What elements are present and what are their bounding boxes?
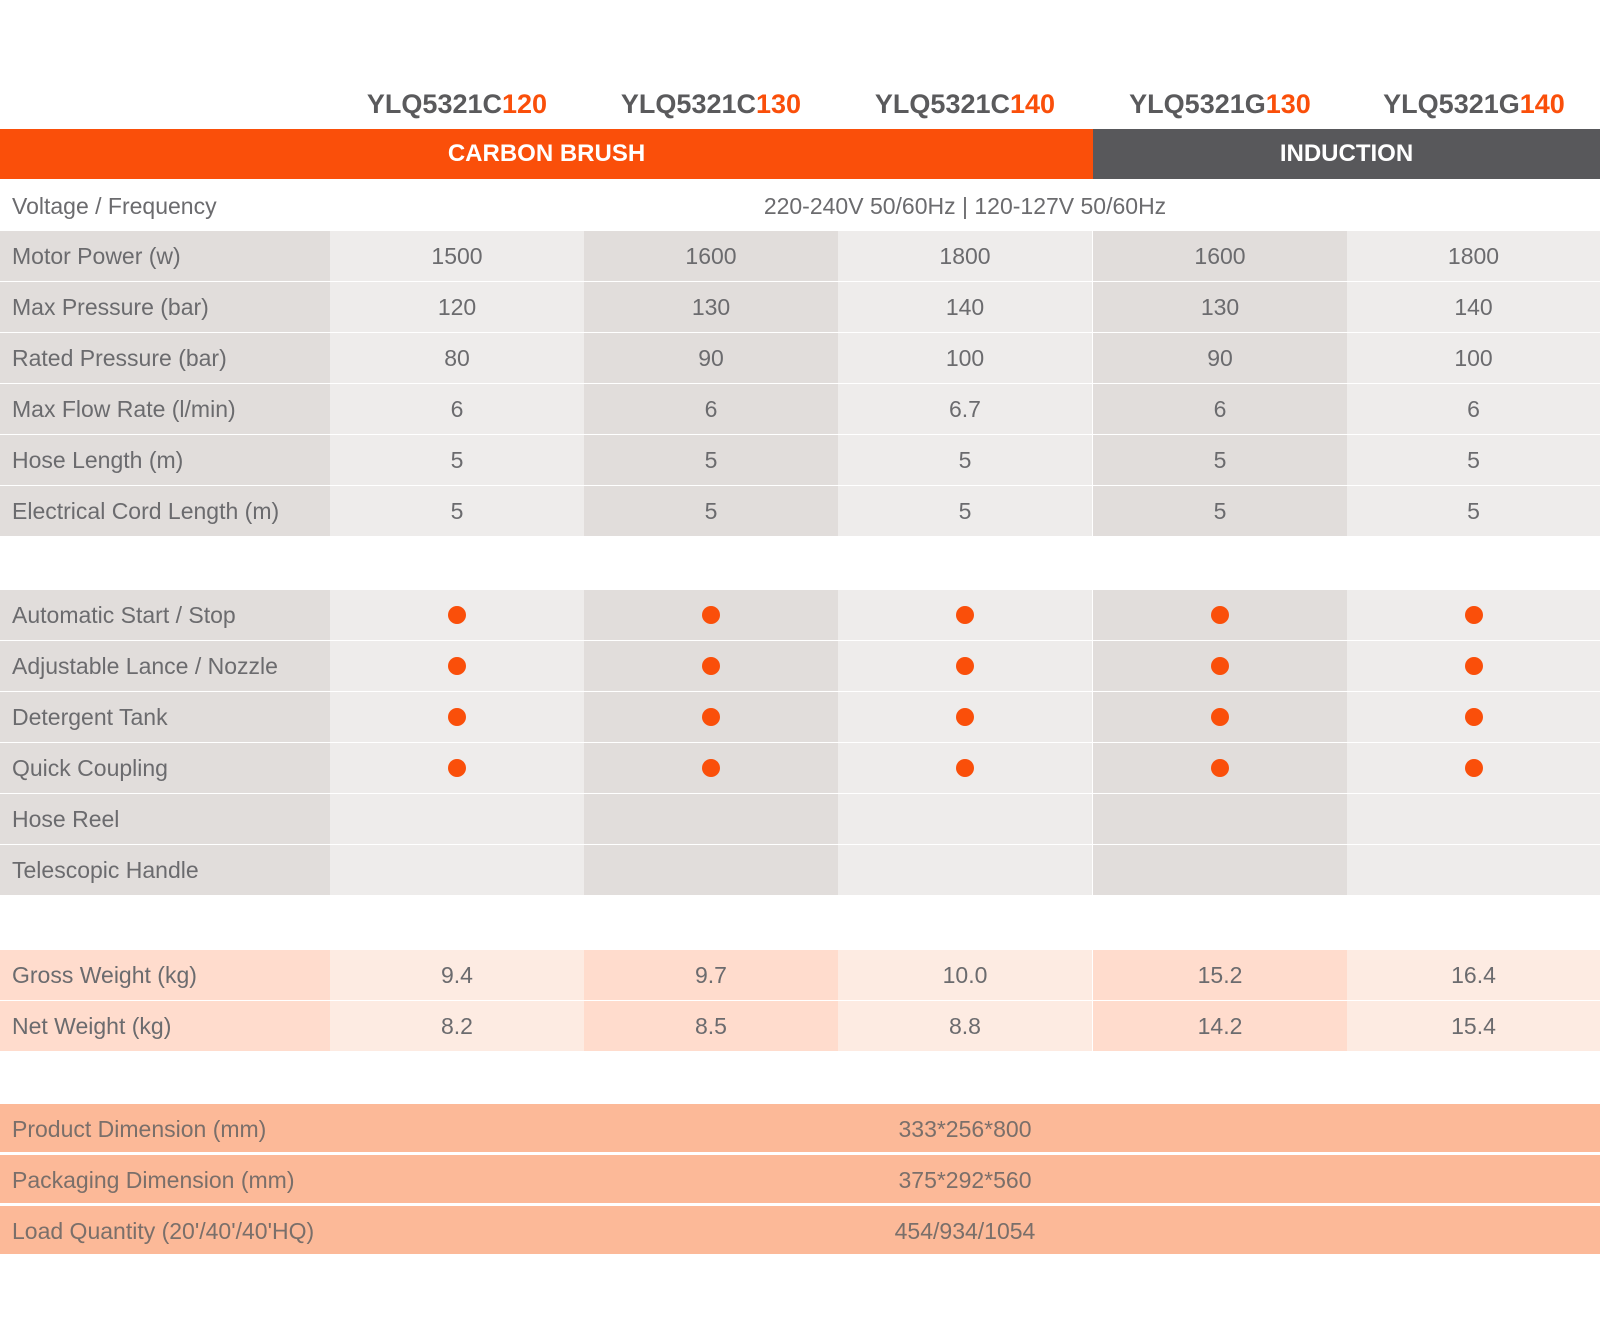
available-dot-icon [956,606,974,624]
feature-cell [1347,743,1600,793]
weight-cell: 15.4 [1347,1001,1600,1051]
feature-row [0,845,1600,897]
spec-cell: 5 [330,486,584,536]
spec-cell: 5 [330,435,584,485]
spec-cell: 90 [1093,333,1347,383]
available-dot-icon [448,708,466,726]
feature-cell [838,845,1092,895]
feature-cell [1093,845,1347,895]
feature-cell [838,743,1092,793]
feature-cell [330,641,584,691]
model-header-1: YLQ5321C120 [366,89,548,119]
spec-cell: 5 [1093,435,1347,485]
feature-cell [1347,794,1600,844]
voltage-value: 220-240V 50/60Hz | 120-127V 50/60Hz [763,193,1167,219]
spec-cell: 5 [584,486,838,536]
weight-cell: 10.0 [838,950,1092,1000]
available-dot-icon [448,657,466,675]
available-dot-icon [448,606,466,624]
spec-cell: 5 [838,486,1092,536]
weight-cell: 8.2 [330,1001,584,1051]
model-header-5: YLQ5321G140 [1383,89,1565,119]
feature-row [0,590,1600,642]
feature-cell [584,794,838,844]
row-label: Electrical Cord Length (m) [0,486,330,536]
row-label: Net Weight (kg) [0,1001,330,1051]
row-label: Product Dimension (mm) [12,1116,267,1142]
row-label: Detergent Tank [0,692,330,742]
available-dot-icon [1465,708,1483,726]
feature-cell [584,692,838,742]
dimension-row [0,1206,1600,1254]
row-label: Motor Power (w) [0,231,330,281]
weight-row [0,1001,1600,1051]
feature-cell [330,590,584,640]
available-dot-icon [956,657,974,675]
spec-cell: 1600 [584,231,838,281]
available-dot-icon [702,708,720,726]
available-dot-icon [956,708,974,726]
feature-cell [330,794,584,844]
spec-cell: 100 [838,333,1092,383]
spec-row [0,435,1600,487]
row-label: Packaging Dimension (mm) [12,1167,295,1193]
feature-cell [584,845,838,895]
spec-row [0,333,1600,385]
spec-cell: 6 [330,384,584,434]
spec-cell: 140 [838,282,1092,332]
feature-cell [330,845,584,895]
spec-cell: 1600 [1093,231,1347,281]
feature-cell [838,794,1092,844]
feature-cell [330,692,584,742]
weight-cell: 15.2 [1093,950,1347,1000]
weight-cell: 16.4 [1347,950,1600,1000]
weight-cell: 14.2 [1093,1001,1347,1051]
spec-cell: 5 [584,435,838,485]
feature-cell [584,641,838,691]
spec-row [0,486,1600,538]
model-header-3: YLQ5321C140 [874,89,1056,119]
voltage-row [0,181,1600,231]
feature-cell [1347,641,1600,691]
dimension-row [0,1104,1600,1152]
feature-cell [584,743,838,793]
feature-row [0,794,1600,846]
feature-cell [1093,794,1347,844]
spec-cell: 90 [584,333,838,383]
model-header-4: YLQ5321G130 [1129,89,1311,119]
spec-cell: 140 [1347,282,1600,332]
available-dot-icon [1465,606,1483,624]
dimension-value: 333*256*800 [898,1116,1032,1142]
available-dot-icon [1211,708,1229,726]
spec-cell: 5 [1093,486,1347,536]
available-dot-icon [1211,657,1229,675]
row-label: Quick Coupling [0,743,330,793]
available-dot-icon [702,606,720,624]
dimension-value: 454/934/1054 [894,1218,1036,1244]
feature-cell [1347,845,1600,895]
feature-cell [838,692,1092,742]
spec-cell: 6 [1093,384,1347,434]
available-dot-icon [702,657,720,675]
row-label: Automatic Start / Stop [0,590,330,640]
feature-row [0,692,1600,744]
spec-cell: 5 [1347,486,1600,536]
spec-cell: 130 [584,282,838,332]
feature-cell [1093,692,1347,742]
available-dot-icon [1465,657,1483,675]
row-label: Load Quantity (20'/40'/40'HQ) [12,1218,315,1244]
feature-cell [838,590,1092,640]
available-dot-icon [956,759,974,777]
spec-cell: 6 [584,384,838,434]
row-label: Hose Length (m) [0,435,330,485]
weight-cell: 9.7 [584,950,838,1000]
dimension-row [0,1155,1600,1203]
spec-cell: 5 [1347,435,1600,485]
available-dot-icon [1211,606,1229,624]
model-header-2: YLQ5321C130 [620,89,802,119]
spec-cell: 130 [1093,282,1347,332]
row-label: Adjustable Lance / Nozzle [0,641,330,691]
feature-cell [1347,692,1600,742]
spec-cell: 1800 [838,231,1092,281]
available-dot-icon [702,759,720,777]
dimension-value: 375*292*560 [898,1167,1032,1193]
available-dot-icon [448,759,466,777]
spec-cell: 1500 [330,231,584,281]
weight-cell: 8.5 [584,1001,838,1051]
feature-cell [1093,743,1347,793]
available-dot-icon [1211,759,1229,777]
weight-cell: 9.4 [330,950,584,1000]
feature-cell [330,743,584,793]
spec-cell: 100 [1347,333,1600,383]
spec-row [0,384,1600,436]
row-label: Hose Reel [0,794,330,844]
spec-row [0,231,1600,283]
spec-cell: 1800 [1347,231,1600,281]
feature-row [0,641,1600,693]
spec-cell: 120 [330,282,584,332]
row-label: Voltage / Frequency [12,193,217,219]
feature-cell [838,641,1092,691]
spec-row [0,282,1600,334]
row-label: Gross Weight (kg) [0,950,330,1000]
row-label: Max Flow Rate (l/min) [0,384,330,434]
carbon-brush-band: CARBON BRUSH [0,129,1093,179]
spec-cell: 6 [1347,384,1600,434]
weight-row [0,950,1600,1000]
row-label: Max Pressure (bar) [0,282,330,332]
available-dot-icon [1465,759,1483,777]
weight-cell: 8.8 [838,1001,1092,1051]
row-label: Rated Pressure (bar) [0,333,330,383]
spec-cell: 80 [330,333,584,383]
feature-cell [1093,590,1347,640]
row-label: Telescopic Handle [0,845,330,895]
feature-cell [1093,641,1347,691]
spec-cell: 5 [838,435,1092,485]
feature-cell [1347,590,1600,640]
feature-row [0,743,1600,795]
feature-cell [584,590,838,640]
induction-band: INDUCTION [1093,129,1600,179]
spec-cell: 6.7 [838,384,1092,434]
